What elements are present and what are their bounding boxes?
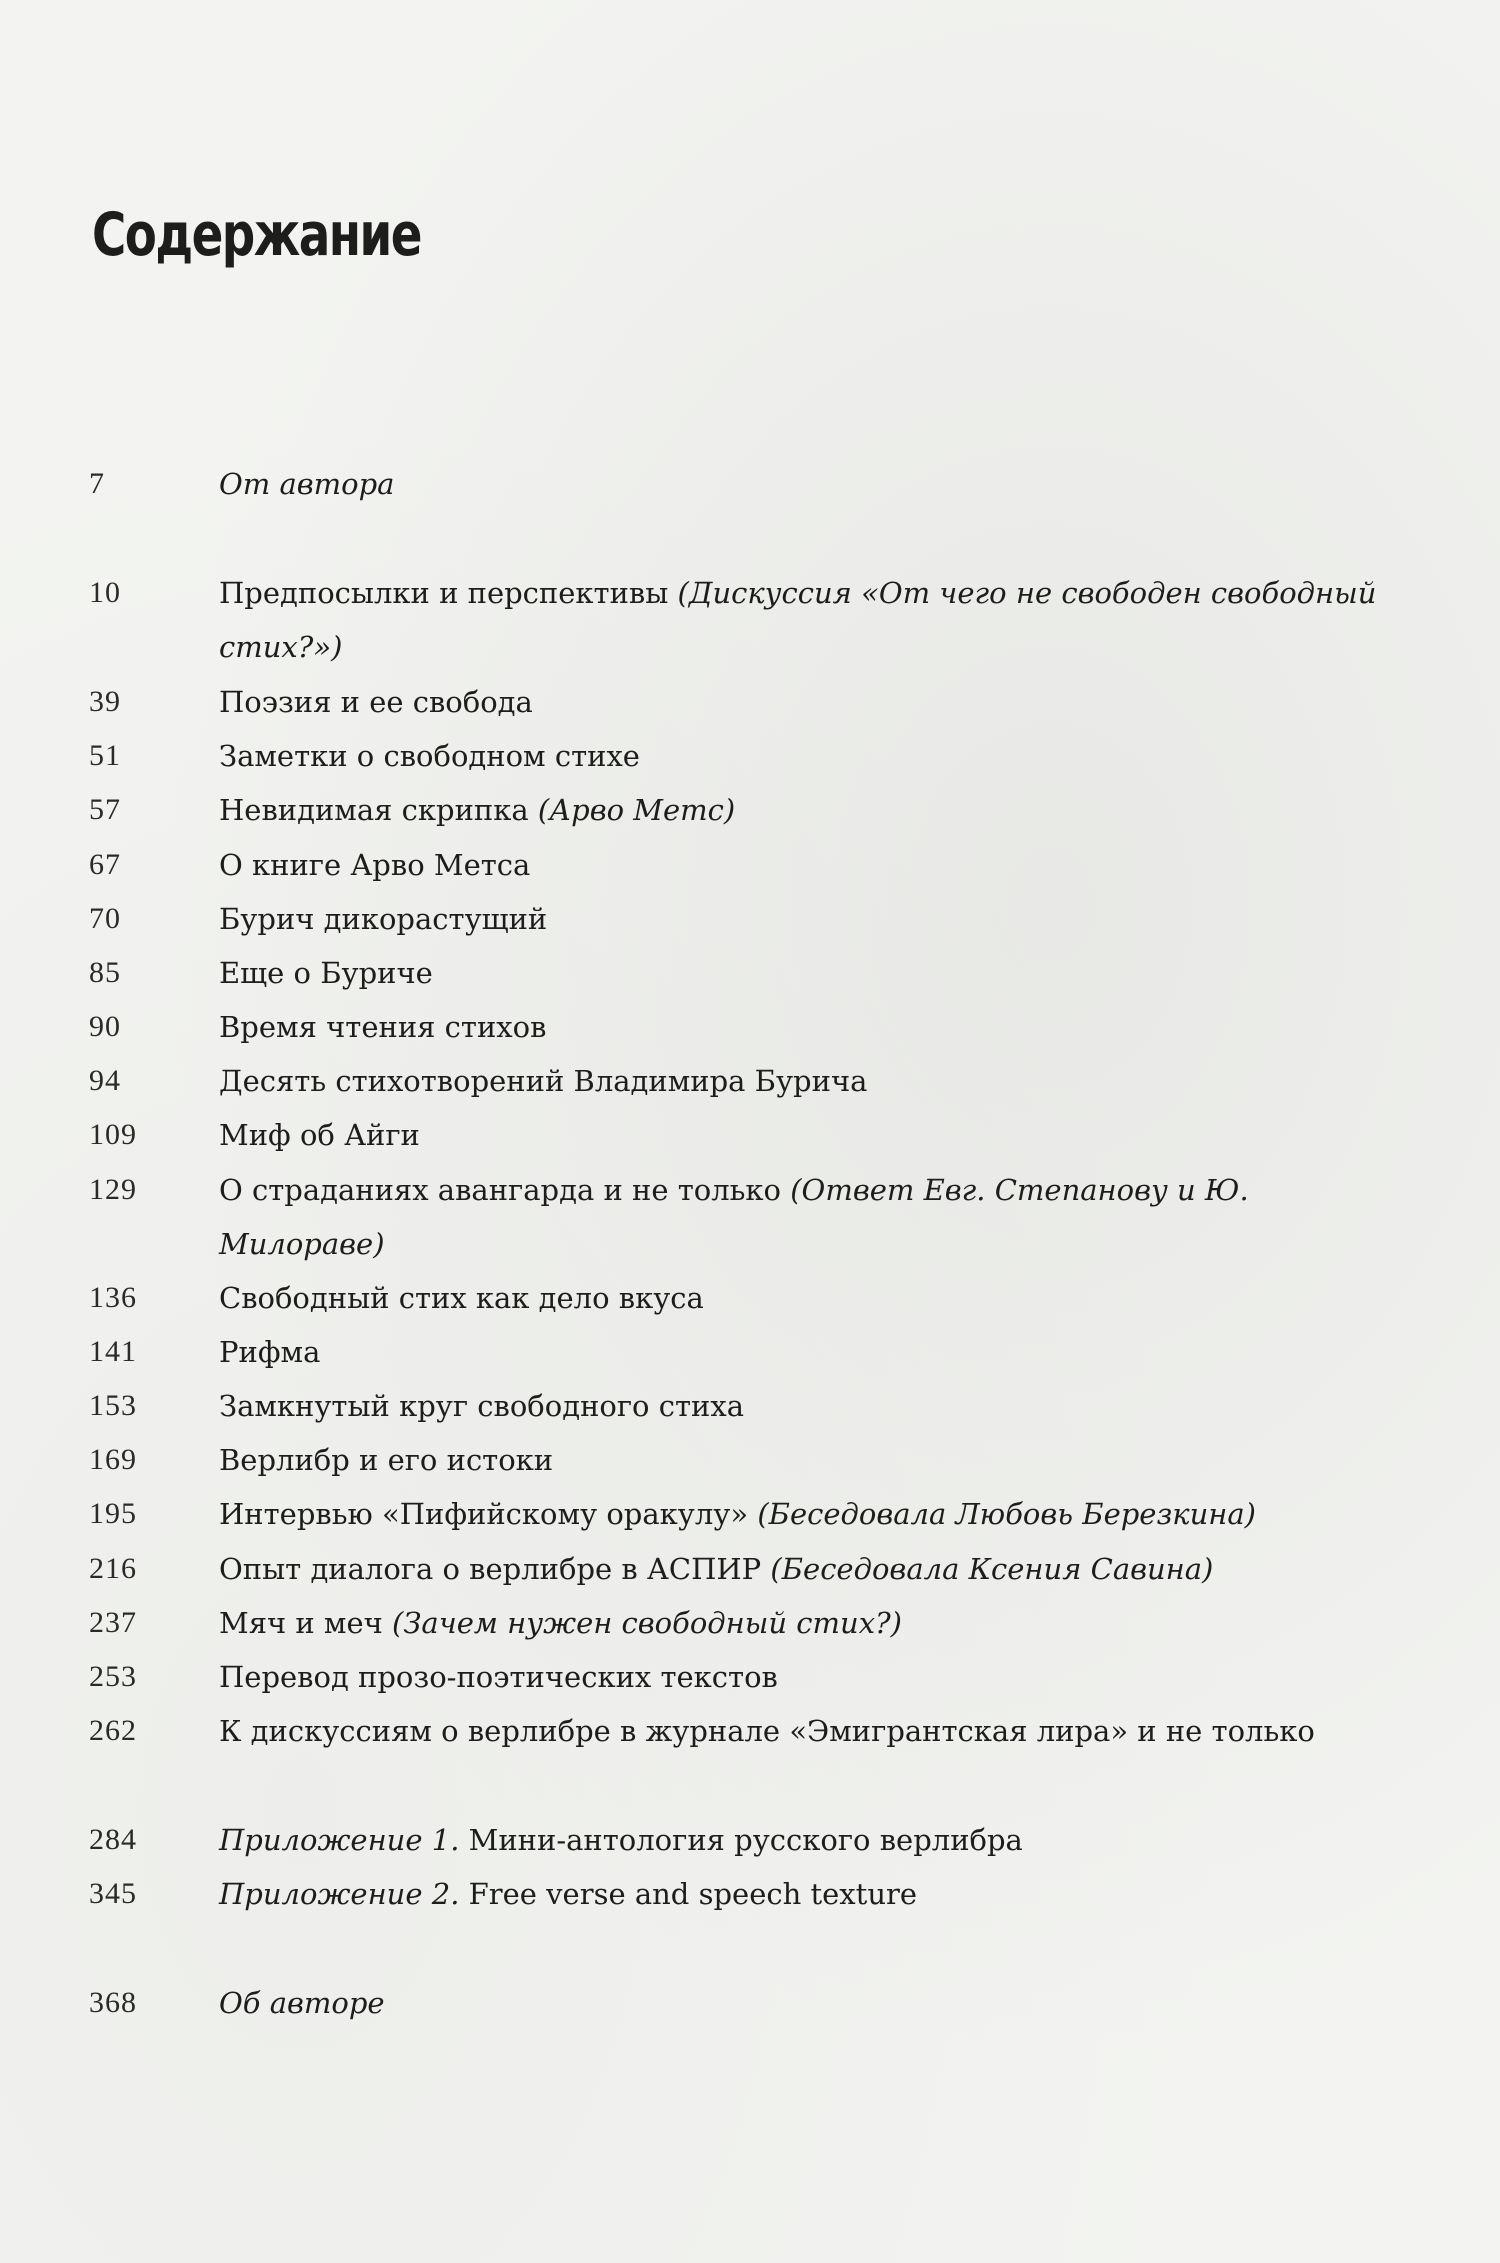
toc-title-part: (Зачем нужен свободный стих?) [392,1606,902,1640]
toc-title-part: Мини-антология русского верлибра [459,1823,1023,1857]
toc-title-part: (Арво Метс) [537,793,736,827]
toc-entry-title [219,838,1379,892]
toc-title-part: О книге Арво Метса [219,848,531,882]
toc-title-part: Невидимая скрипка [219,793,538,827]
toc-entry-title [219,1704,1379,1758]
toc-title-part: Мяч и меч [219,1606,393,1640]
toc-entry-title [219,1542,1379,1596]
toc-page-number: 51 [89,739,121,772]
toc-page-number: 7 [89,467,105,500]
toc-entry-title [219,1325,1379,1379]
toc-entry-title [219,675,1379,729]
toc-title-part: Об авторе [219,1986,385,2020]
toc-entry-title [219,1487,1379,1541]
toc-page-number: 109 [89,1118,137,1151]
toc-entry-title [219,1379,1379,1433]
toc-title-part: (Дискуссия «От чего не свободен свободный стих?») [219,576,1377,664]
toc-page-number: 153 [89,1389,137,1422]
toc-title-part: Рифма [219,1335,321,1369]
toc-page-number: 85 [89,956,121,989]
toc-entry-title [219,1000,1379,1054]
toc-entry-title [219,729,1379,783]
toc-entry-title [219,946,1379,1000]
toc-title-part: Заметки о свободном стихе [219,739,640,773]
toc-page-number: 195 [89,1497,137,1530]
toc-entry-title [219,1271,1379,1325]
toc-page-number: 253 [89,1660,137,1693]
toc-title-part: Замкнутый круг свободного стиха [219,1389,744,1423]
toc-entry-title [219,1596,1379,1650]
toc-page-number: 70 [89,902,121,935]
toc-page-number: 216 [89,1552,137,1585]
toc-page-number: 345 [89,1877,137,1910]
toc-title-part: Время чтения стихов [219,1010,547,1044]
toc-title-part: Миф об Айги [219,1118,420,1152]
toc-title-part: Бурич дикорастущий [219,902,548,936]
toc-entry-title [219,783,1379,837]
toc-page-number: 10 [89,576,121,609]
toc-entry-title [219,457,1379,511]
toc-title-part: Верлибр и его истоки [219,1443,554,1477]
toc-title-part: Еще о Буриче [219,956,433,990]
toc-title-part: Перевод прозо-поэтических текстов [219,1660,778,1694]
toc-entry-title [219,1867,1379,1921]
toc-title-part: К дискуссиям о верлибре в журнале «Эмигрантская лира» и не только [219,1714,1315,1748]
toc-entry-title [219,1054,1379,1108]
toc-title-part: Приложение 1. [219,1823,460,1857]
toc-title-part: От автора [219,467,395,501]
toc-entry-title [219,1650,1379,1704]
toc-entry-title [219,1976,1379,2030]
toc-page-number: 67 [89,848,121,881]
toc-entry-title [219,1433,1379,1487]
toc-title-part: (Ответ Евг. Степанову и Ю. Милораве) [219,1173,1249,1261]
toc-entry-title [219,1163,1379,1271]
toc-page-number: 237 [89,1606,137,1639]
toc-page-number: 136 [89,1281,137,1314]
toc-title-part: Free verse and speech texture [459,1877,918,1911]
toc-page-number: 57 [89,793,121,826]
toc-entry-title [219,566,1379,674]
toc-title-part: Поэзия и ее свобода [219,685,533,719]
toc-page-number: 39 [89,685,121,718]
toc-title-part: Приложение 2. [219,1877,460,1911]
toc-page-number: 129 [89,1173,137,1206]
toc-page-number: 90 [89,1010,121,1043]
toc-title-part: О страданиях авангарда и не только [219,1173,791,1207]
toc-page-number: 368 [89,1986,137,2019]
toc-page-number: 284 [89,1823,137,1856]
toc-title-part: Десять стихотворений Владимира Бурича [219,1064,868,1098]
toc-title-part: (Беседовала Ксения Савина) [770,1552,1214,1586]
toc-page-number: 169 [89,1443,137,1476]
toc-title-part: Опыт диалога о верлибре в АСПИР [219,1552,771,1586]
toc-page-number: 94 [89,1064,121,1097]
toc-entry-title [219,892,1379,946]
toc-title-part: Предпосылки и перспективы [219,576,678,610]
page-title: Содержание [92,200,421,270]
toc-title-part: (Беседовала Любовь Березкина) [757,1497,1256,1531]
toc-entry-title [219,1813,1379,1867]
toc-title-part: Свободный стих как дело вкуса [219,1281,704,1315]
toc-title-part: Интервью «Пифийскому оракулу» [219,1497,758,1531]
toc-page-number: 262 [89,1714,137,1747]
toc-entry-title [219,1108,1379,1162]
toc-page-number: 141 [89,1335,137,1368]
